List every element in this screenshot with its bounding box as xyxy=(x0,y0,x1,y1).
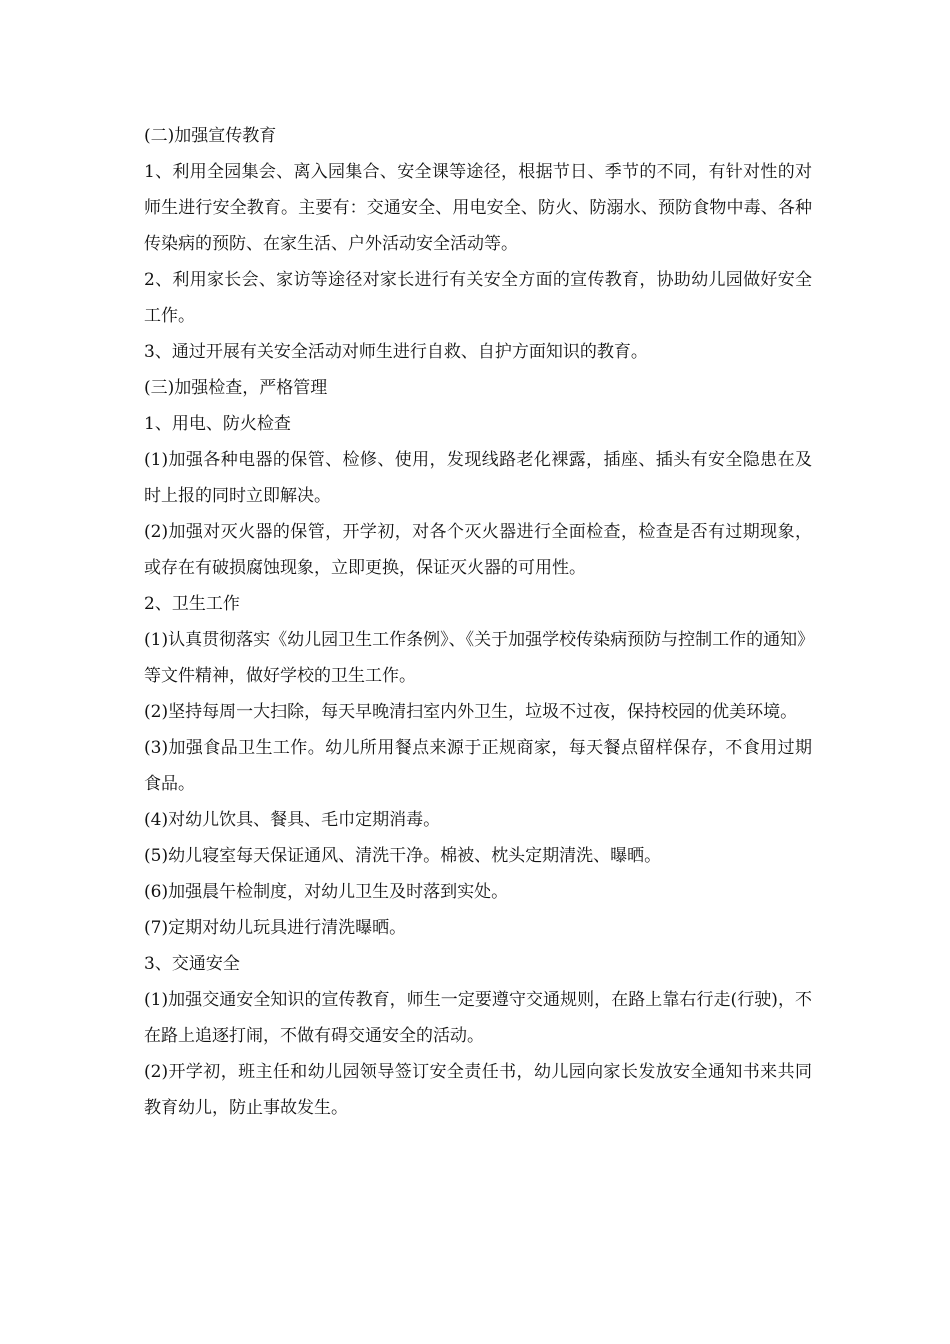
paragraph-traffic-1: (1)加强交通安全知识的宣传教育，师生一定要遵守交通规则，在路上靠右行走(行驶)，不在路上追逐打闹，不做有碍交通安全的活动。 xyxy=(144,990,812,1046)
subheading-hygiene-work: 2、卫生工作 xyxy=(144,594,240,614)
paragraph-electricity-2: (2)加强对灭火器的保管，开学初，对各个灭火器进行全面检查，检查是否有过期现象，或存在有破损腐蚀现象，立即更换，保证灭火器的可用性。 xyxy=(144,522,812,578)
section-heading-inspection-management: (三)加强检查，严格管理 xyxy=(144,378,328,398)
paragraph-traffic-2: (2)开学初，班主任和幼儿园领导签订安全责任书，幼儿园向家长发放安全通知书来共同教育幼儿，防止事故发生。 xyxy=(144,1062,812,1118)
paragraph-hygiene-3: (3)加强食品卫生工作。幼儿所用餐点来源于正规商家，每天餐点留样保存，不食用过期食品。 xyxy=(144,738,812,794)
subheading-electricity-fire-check: 1、用电、防火检查 xyxy=(144,414,291,434)
paragraph-publicity-2: 2、利用家长会、家访等途径对家长进行有关安全方面的宣传教育，协助幼儿园做好安全工作。 xyxy=(144,270,812,326)
paragraph-hygiene-4: (4)对幼儿饮具、餐具、毛巾定期消毒。 xyxy=(144,810,441,830)
paragraph-hygiene-7: (7)定期对幼儿玩具进行清洗曝晒。 xyxy=(144,918,407,938)
document-body xyxy=(144,118,815,1126)
paragraph-publicity-1: 1、利用全园集会、离入园集合、安全课等途径，根据节日、季节的不同，有针对性的对师生进行安全教育。主要有：交通安全、用电安全、防火、防溺水、预防食物中毒、各种传染病的预防、在家生活、户外活动安全活动等。 xyxy=(144,162,812,254)
subheading-traffic-safety: 3、交通安全 xyxy=(144,954,240,974)
paragraph-hygiene-6: (6)加强晨午检制度，对幼儿卫生及时落到实处。 xyxy=(144,882,509,902)
paragraph-hygiene-2: (2)坚持每周一大扫除，每天早晚清扫室内外卫生，垃圾不过夜，保持校园的优美环境。 xyxy=(144,702,798,722)
paragraph-publicity-3: 3、通过开展有关安全活动对师生进行自救、自护方面知识的教育。 xyxy=(144,342,648,362)
paragraph-hygiene-1-continued: 等文件精神，做好学校的卫生工作。 xyxy=(144,666,416,686)
paragraph-hygiene-5: (5)幼儿寝室每天保证通风、清洗干净。棉被、枕头定期清洗、曝晒。 xyxy=(144,846,662,866)
paragraph-hygiene-1: (1)认真贯彻落实《幼儿园卫生工作条例》、《关于加强学校传染病预防与控制工作的通知》 xyxy=(144,630,815,650)
paragraph-electricity-1: (1)加强各种电器的保管、检修、使用，发现线路老化裸露，插座、插头有安全隐患在及时上报的同时立即解决。 xyxy=(144,450,812,506)
section-heading-publicity-education: (二)加强宣传教育 xyxy=(144,126,277,146)
